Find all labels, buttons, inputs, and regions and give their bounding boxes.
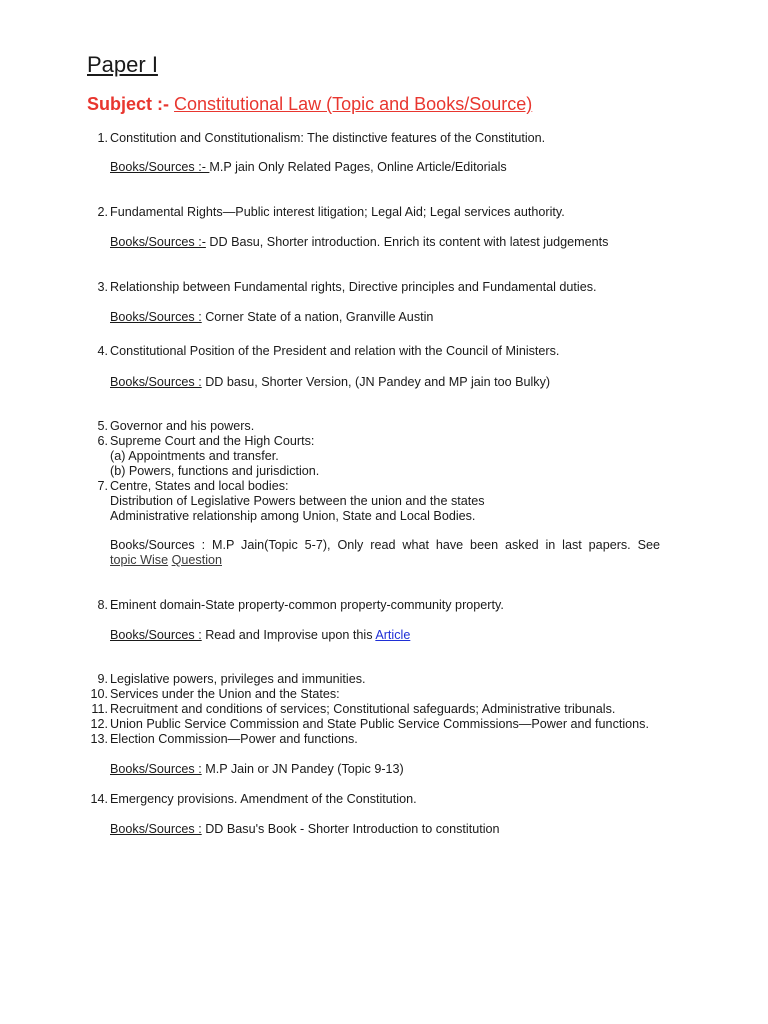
item-text: Union Public Service Commission and State Public Service Commissions—Power and functions. [110,717,649,731]
books-sources-text: M.P jain Only Related Pages, Online Article/Editorials [209,160,507,174]
books-sources-text: M.P Jain or JN Pandey (Topic 9-13) [201,762,404,776]
item-number: 2. [97,205,108,219]
books-sources [110,235,608,250]
books-sources-label: Books/Sources : [110,310,202,324]
article-link[interactable]: Article [375,628,411,642]
books-sources-text: Corner State of a nation, Granville Austin [201,310,434,324]
item-number: 10. [90,687,108,701]
item-text: Governor and his powers. [110,419,255,433]
item-number: 5. [97,419,108,433]
sub-item: Administrative relationship among Union, State and Local Bodies. [110,509,476,523]
books-sources-label: Books/Sources : [110,628,202,642]
question-link[interactable]: Question [171,553,222,567]
books-sources-text: DD Basu's Book - Shorter Introduction to constitution [201,822,500,836]
books-sources [110,160,507,175]
books-sources-text: Read and Improvise upon this [201,628,376,642]
item-text: Constitutional Position of the President and relation with the Council of Ministers. [110,344,560,358]
item-text: Supreme Court and the High Courts: [110,434,315,448]
question-links [110,553,222,568]
item-number: 3. [97,280,108,294]
books-sources [110,762,404,777]
item-text: Emergency provisions. Amendment of the Constitution. [110,792,417,806]
item-text: Eminent domain-State property-common property-community property. [110,598,504,612]
item-text: Services under the Union and the States: [110,687,340,701]
sub-item: Distribution of Legislative Powers between the union and the states [110,494,485,508]
item-number: 12. [90,717,108,731]
sub-item: (a) Appointments and transfer. [110,449,279,463]
item-number: 8. [97,598,108,612]
item-number: 4. [97,344,108,358]
books-sources [110,822,500,837]
books-sources [110,375,550,390]
item-text: Fundamental Rights—Public interest litigation; Legal Aid; Legal services authority. [110,205,565,219]
books-sources-text: DD basu, Shorter Version, (JN Pandey and MP jain too Bulky) [201,375,551,389]
books-sources-text: DD Basu, Shorter introduction. Enrich its content with latest judgements [205,235,609,249]
books-sources [110,310,433,325]
item-text: Centre, States and local bodies: [110,479,289,493]
books-sources: Books/Sources : M.P Jain(Topic 5-7), Only read what have been asked in last papers. See [110,538,660,552]
sub-item: (b) Powers, functions and jurisdiction. [110,464,320,478]
subject-heading [87,94,532,115]
item-number: 9. [97,672,108,686]
item-number: 11. [91,702,108,716]
books-sources-label: Books/Sources :- [110,160,210,174]
books-sources-label: Books/Sources : [110,762,202,776]
item-number: 13. [90,732,108,746]
topic-wise-link[interactable]: topic Wise [110,553,169,567]
item-number: 7. [97,479,108,493]
item-text: Legislative powers, privileges and immunities. [110,672,366,686]
books-sources-label: Books/Sources : [110,822,202,836]
subject-title: Constitutional Law (Topic and Books/Source) [174,94,533,114]
page-title: Paper I [87,52,158,77]
books-sources-label: Books/Sources :- [110,235,206,249]
item-number: 6. [97,434,108,448]
item-text: Recruitment and conditions of services; Constitutional safeguards; Administrative tribunals. [110,702,616,716]
books-sources [110,628,410,643]
books-sources-label: Books/Sources : [110,375,202,389]
item-text: Relationship between Fundamental rights, Directive principles and Fundamental duties. [110,280,597,294]
item-number: 1. [97,131,108,145]
item-text: Election Commission—Power and functions. [110,732,358,746]
item-number: 14. [90,792,108,806]
item-text: Constitution and Constitutionalism: The distinctive features of the Constitution. [110,131,546,145]
subject-label: Subject :- [87,94,170,114]
